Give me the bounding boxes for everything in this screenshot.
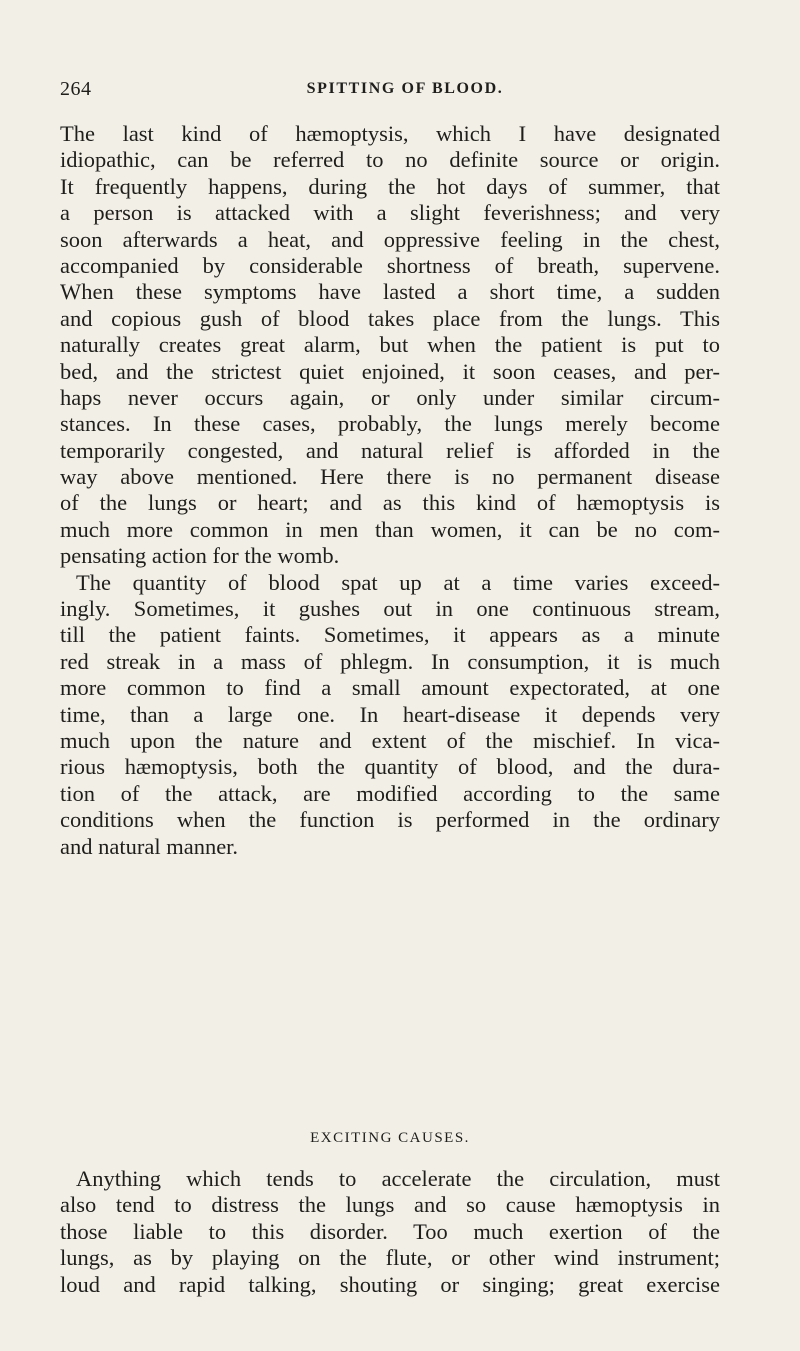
text-line: till the patient faints. Sometimes, it appears as a minute <box>60 622 720 648</box>
text-line: When these symptoms have lasted a short time, a sudden <box>60 279 720 305</box>
text-line: idiopathic, can be referred to no definite source or origin. <box>60 147 720 173</box>
text-line: bed, and the strictest quiet enjoined, it soon ceases, and per- <box>60 358 720 384</box>
running-title: SPITTING OF BLOOD. <box>306 80 504 97</box>
text-line: red streak in a mass of phlegm. In consumption, it is much <box>60 648 720 674</box>
text-line: accompanied by considerable shortness of breath, supervene. <box>60 252 720 278</box>
text-line: more common to find a small amount expectorated, at one <box>60 675 720 701</box>
page-header <box>60 78 720 108</box>
text-line: pensating action for the womb. <box>60 543 340 569</box>
text-line: naturally creates great alarm, but when the patient is put to <box>60 332 720 358</box>
text-line: Anything which tends to accelerate the circulation, must <box>76 1166 720 1191</box>
text-line: and copious gush of blood takes place from the lungs. This <box>60 305 720 331</box>
text-line: loud and rapid talking, shouting or singing; great exercise <box>60 1271 720 1297</box>
page-number: 264 <box>60 78 92 100</box>
section-1-text <box>60 121 720 860</box>
text-line: and natural manner. <box>60 833 239 859</box>
text-line: The last kind of hæmoptysis, which I have designated <box>60 121 720 146</box>
text-line: a person is attacked with a slight feverishness; and very <box>60 200 720 226</box>
text-line: soon afterwards a heat, and oppressive feeling in the chest, <box>60 226 720 252</box>
text-line: also tend to distress the lungs and so cause hæmoptysis in <box>60 1192 720 1218</box>
section-heading: EXCITING CAUSES. <box>310 1130 470 1146</box>
text-line: way above mentioned. Here there is no permanent disease <box>60 464 720 490</box>
text-line: rious hæmoptysis, both the quantity of blood, and the dura- <box>60 754 720 780</box>
text-line: stances. In these cases, probably, the lungs merely become <box>60 411 720 437</box>
text-line: conditions when the function is performed in the ordinary <box>60 807 720 833</box>
text-line: tion of the attack, are modified according to the same <box>60 780 720 806</box>
text-line: It frequently happens, during the hot days of summer, that <box>60 173 720 199</box>
text-line: ingly. Sometimes, it gushes out in one continuous stream, <box>60 596 720 622</box>
text-line: haps never occurs again, or only under similar circum- <box>60 384 720 410</box>
text-line: lungs, as by playing on the flute, or other wind instrument; <box>60 1245 720 1271</box>
text-line: The quantity of blood spat up at a time varies exceed- <box>76 569 720 595</box>
text-line: time, than a large one. In heart-disease it depends very <box>60 701 720 727</box>
text-line: temporarily congested, and natural relief is afforded in the <box>60 437 720 463</box>
text-line: of the lungs or heart; and as this kind of hæmoptysis is <box>60 490 720 516</box>
text-line: much more common in men than women, it can be no com- <box>60 516 720 542</box>
section-2-text <box>60 1166 720 1298</box>
text-line: those liable to this disorder. Too much exertion of the <box>60 1218 720 1244</box>
text-line: much upon the nature and extent of the mischief. In vica- <box>60 727 720 753</box>
